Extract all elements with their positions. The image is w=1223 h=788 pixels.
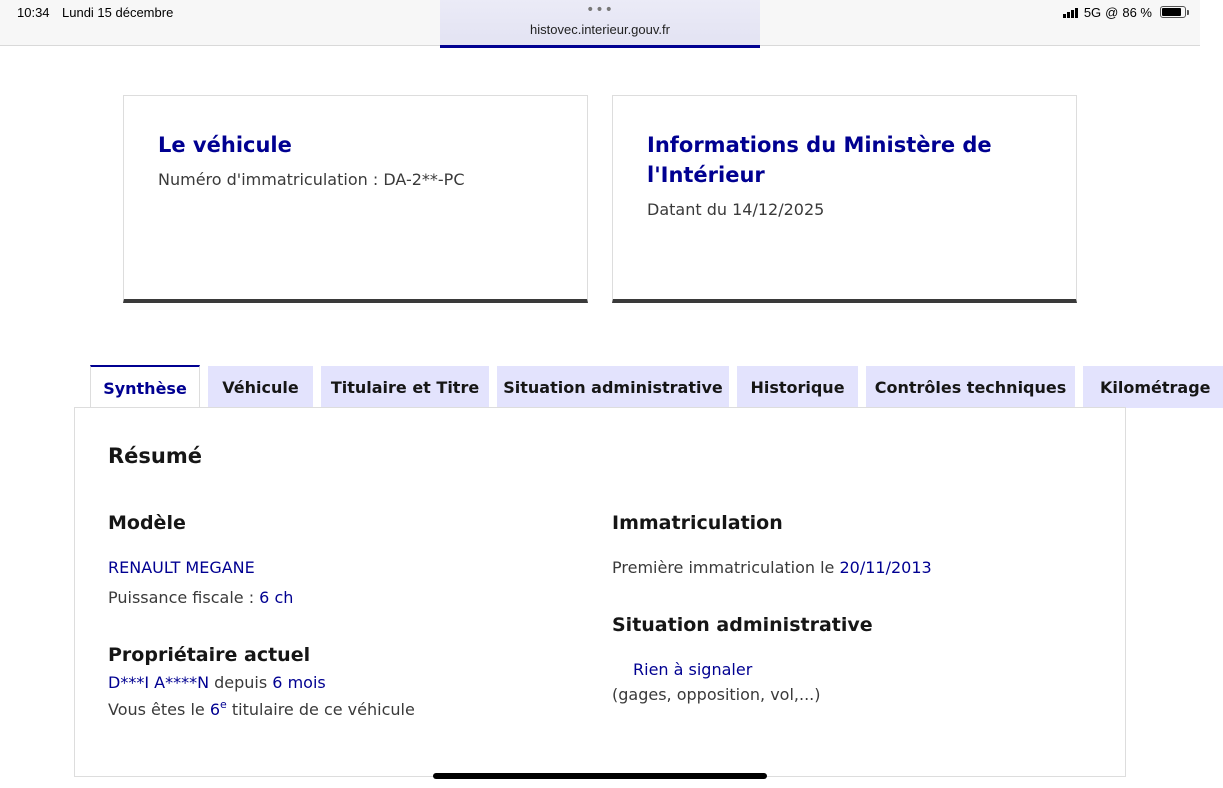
admin-situation-details: (gages, opposition, vol,...): [612, 685, 821, 704]
tab-synthese[interactable]: Synthèse: [90, 365, 200, 409]
status-time: 10:34: [17, 5, 50, 20]
first-registration: [612, 558, 932, 577]
owner-rank-suffix: titulaire de ce véhicule: [226, 700, 415, 719]
owner-line: [108, 673, 326, 692]
tab-kilometrage[interactable]: Kilométrage: [1083, 366, 1223, 408]
browser-menu-dots-icon[interactable]: •••: [586, 2, 614, 18]
owner-name: D***I A****N: [108, 673, 210, 692]
ministry-card-date: Datant du 14/12/2025: [647, 200, 825, 219]
ministry-card: [612, 95, 1077, 303]
vehicle-card: [123, 95, 588, 303]
ministry-card-title[interactable]: Informations du Ministère de l'Intérieur: [647, 133, 992, 187]
home-indicator[interactable]: [433, 773, 767, 779]
location-icon: @: [1105, 5, 1119, 20]
fiscal-power-label: Puissance fiscale :: [108, 588, 260, 607]
summary-title: Résumé: [108, 444, 202, 468]
tab-bar: [90, 365, 1211, 408]
tab-controles-techniques[interactable]: Contrôles techniques: [866, 366, 1075, 408]
status-indicators: [1063, 5, 1152, 20]
battery-percent: 86 %: [1122, 5, 1152, 20]
tab-titulaire-et-titre[interactable]: Titulaire et Titre: [321, 366, 489, 408]
status-date: Lundi 15 décembre: [62, 5, 174, 20]
battery-level: [1162, 8, 1181, 16]
tab-historique[interactable]: Historique: [737, 366, 858, 408]
admin-situation-status: Rien à signaler: [633, 660, 753, 679]
network-type: 5G: [1083, 5, 1102, 20]
fiscal-power: [108, 588, 293, 607]
first-registration-label: Première immatriculation le: [612, 558, 840, 577]
admin-situation-heading: Situation administrative: [612, 614, 873, 636]
registration-heading: Immatriculation: [612, 512, 783, 534]
url-progress-bar: [440, 45, 760, 48]
vehicle-card-title[interactable]: Le véhicule: [158, 133, 292, 157]
model-heading: Modèle: [108, 512, 186, 534]
owner-rank-number: 6e: [209, 698, 227, 719]
owner-since-value: 6 mois: [272, 673, 326, 692]
browser-url-bar[interactable]: [440, 0, 760, 48]
battery-icon: [1160, 6, 1186, 18]
first-registration-date: 20/11/2013: [839, 558, 932, 577]
owner-rank: [108, 698, 415, 719]
cellular-signal-icon: [1063, 8, 1078, 18]
owner-heading: Propriétaire actuel: [108, 644, 311, 666]
url-text[interactable]: histovec.interieur.gouv.fr: [530, 22, 670, 37]
fiscal-power-value: 6 ch: [259, 588, 294, 607]
tab-vehicule[interactable]: Véhicule: [208, 366, 313, 408]
vehicle-card-plate: Numéro d'immatriculation : DA-2**-PC: [158, 170, 465, 189]
tab-situation-administrative[interactable]: Situation administrative: [497, 366, 729, 408]
model-name: RENAULT MEGANE: [108, 558, 255, 577]
owner-since-label: depuis: [209, 673, 273, 692]
owner-rank-prefix: Vous êtes le: [108, 700, 210, 719]
